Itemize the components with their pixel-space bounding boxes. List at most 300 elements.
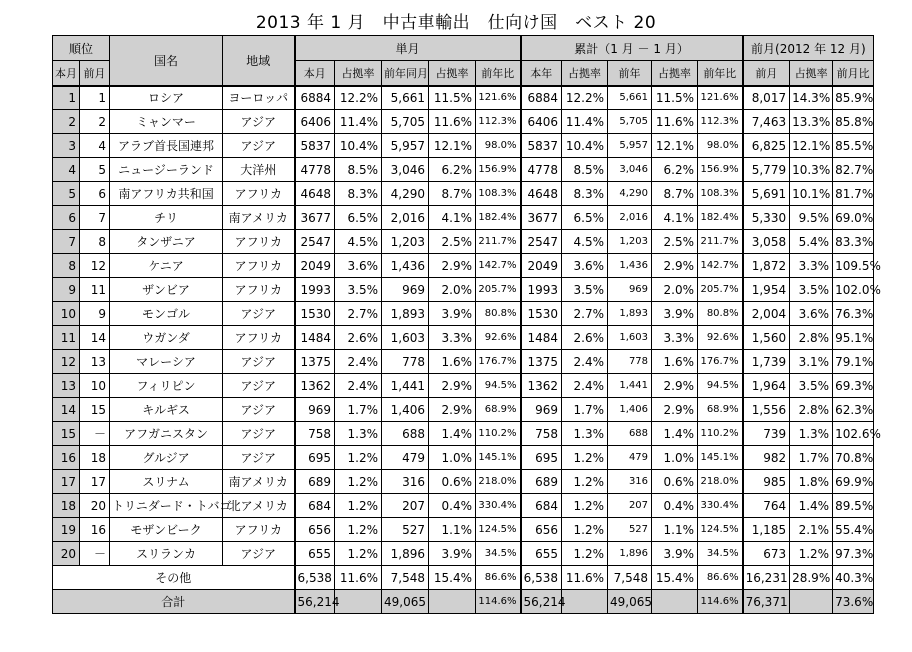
header-cum-yoy: 前年比 (698, 61, 743, 86)
cell-month-prev-year: 1,203 (382, 230, 429, 254)
total-value: 114.6% (698, 590, 743, 614)
cell-cum-share: 6.5% (562, 206, 608, 230)
cell-cum-yoy: 330.4% (698, 494, 743, 518)
cell-cum-prev-share: 2.0% (652, 278, 698, 302)
cell-prev-month-count: 1,185 (743, 518, 790, 542)
cell-country: ミャンマー (110, 110, 223, 134)
cell-cum-prev: 1,896 (608, 542, 652, 566)
cell-prev-rank: 11 (80, 278, 110, 302)
cell-month-prev-year: 1,603 (382, 326, 429, 350)
cell-prev-month-count: 1,954 (743, 278, 790, 302)
cell-cum-yoy: 92.6% (698, 326, 743, 350)
cell-prev-rank: 7 (80, 206, 110, 230)
cell-prev-month-ratio: 81.7% (833, 182, 874, 206)
cell-prev-month-ratio: 97.3% (833, 542, 874, 566)
cell-cum-yoy: 145.1% (698, 446, 743, 470)
table-row (53, 518, 874, 542)
cell-cum-share: 2.7% (562, 302, 608, 326)
cell-prev-rank: 6 (80, 182, 110, 206)
cell-month-share: 3.5% (335, 278, 382, 302)
cell-country: ロシア (110, 86, 223, 110)
cell-prev-month-ratio: 79.1% (833, 350, 874, 374)
cell-cum-prev-share: 2.9% (652, 398, 698, 422)
table-row (53, 350, 874, 374)
cell-prev-month-count: 764 (743, 494, 790, 518)
cell-cum-share: 4.5% (562, 230, 608, 254)
cell-prev-month-ratio: 83.3% (833, 230, 874, 254)
export-ranking-table (52, 35, 881, 614)
total-value (429, 590, 476, 614)
cell-cum-share: 2.4% (562, 350, 608, 374)
cell-month-count: 6406 (295, 110, 335, 134)
cell-cum-prev: 2,016 (608, 206, 652, 230)
cell-month-yoy: 182.4% (476, 206, 521, 230)
cell-month-share: 1.7% (335, 398, 382, 422)
cell-region: アフリカ (223, 230, 295, 254)
cell-month-share: 1.2% (335, 494, 382, 518)
cell-cum-prev-share: 3.9% (652, 302, 698, 326)
cell-cum-share: 1.2% (562, 518, 608, 542)
cell-prev-month-share: 1.4% (790, 494, 833, 518)
cell-month-count: 684 (295, 494, 335, 518)
cell-prev-rank: 18 (80, 446, 110, 470)
cell-country: モンゴル (110, 302, 223, 326)
cell-month-prev-share: 1.6% (429, 350, 476, 374)
header-rank-this-month: 本月 (53, 61, 80, 86)
table-row (53, 542, 874, 566)
other-value: 15.4% (429, 566, 476, 590)
cell-month-share: 1.2% (335, 446, 382, 470)
cell-cum-prev: 1,441 (608, 374, 652, 398)
header-month-share: 占拠率 (335, 61, 382, 86)
cell-prev-rank: 15 (80, 398, 110, 422)
other-value: 11.6% (335, 566, 382, 590)
cell-month-prev-year: 4,290 (382, 182, 429, 206)
cell-month-prev-year: 2,016 (382, 206, 429, 230)
cell-region: アフリカ (223, 278, 295, 302)
cell-month-yoy: 108.3% (476, 182, 521, 206)
header-cum-prev: 前年 (608, 61, 652, 86)
other-value: 15.4% (652, 566, 698, 590)
cell-month-share: 1.3% (335, 422, 382, 446)
cell-cum-share: 2.4% (562, 374, 608, 398)
cell-cum-share: 1.2% (562, 494, 608, 518)
cell-prev-month-count: 982 (743, 446, 790, 470)
cell-prev-rank: － (80, 422, 110, 446)
cell-prev-month-share: 13.3% (790, 110, 833, 134)
cell-prev-rank: 13 (80, 350, 110, 374)
cell-cum-prev: 1,893 (608, 302, 652, 326)
cell-cum-share: 1.2% (562, 470, 608, 494)
table-row (53, 398, 874, 422)
cell-cum-prev: 688 (608, 422, 652, 446)
total-value (562, 590, 608, 614)
cell-prev-month-ratio: 76.3% (833, 302, 874, 326)
cell-country: アラブ首長国連邦 (110, 134, 223, 158)
cell-prev-month-share: 12.1% (790, 134, 833, 158)
total-label: 合計 (53, 590, 295, 614)
cell-prev-month-share: 3.5% (790, 374, 833, 398)
cell-month-count: 6884 (295, 86, 335, 110)
cell-region: アジア (223, 302, 295, 326)
cell-prev-month-count: 1,964 (743, 374, 790, 398)
cell-rank: 14 (53, 398, 80, 422)
cell-cum-count: 758 (521, 422, 562, 446)
cell-rank: 11 (53, 326, 80, 350)
cell-prev-month-ratio: 69.0% (833, 206, 874, 230)
cell-cum-share: 1.2% (562, 446, 608, 470)
cell-cum-prev: 969 (608, 278, 652, 302)
cell-month-yoy: 94.5% (476, 374, 521, 398)
cell-month-prev-year: 778 (382, 350, 429, 374)
cell-cum-share: 8.3% (562, 182, 608, 206)
table-row (53, 86, 874, 110)
page-title: 2013 年 1 月 中古車輸出 仕向け国 ベスト 20 (255, 13, 657, 33)
cell-cum-prev-share: 11.6% (652, 110, 698, 134)
cell-cum-prev-share: 0.4% (652, 494, 698, 518)
cell-month-count: 969 (295, 398, 335, 422)
header-cum-this: 本年 (521, 61, 562, 86)
table-row (53, 230, 874, 254)
cell-rank: 1 (53, 86, 80, 110)
cell-cum-prev: 316 (608, 470, 652, 494)
cell-prev-rank: 12 (80, 254, 110, 278)
cell-region: アフリカ (223, 518, 295, 542)
cell-country: 南アフリカ共和国 (110, 182, 223, 206)
cell-month-prev-year: 5,661 (382, 86, 429, 110)
cell-month-share: 1.2% (335, 518, 382, 542)
cell-rank: 20 (53, 542, 80, 566)
cell-rank: 13 (53, 374, 80, 398)
cell-cum-prev: 4,290 (608, 182, 652, 206)
cell-rank: 19 (53, 518, 80, 542)
cell-region: アジア (223, 446, 295, 470)
cell-prev-month-count: 1,560 (743, 326, 790, 350)
table-row (53, 134, 874, 158)
cell-prev-month-share: 2.8% (790, 326, 833, 350)
cell-month-yoy: 112.3% (476, 110, 521, 134)
cell-prev-month-share: 1.8% (790, 470, 833, 494)
cell-prev-month-share: 3.3% (790, 254, 833, 278)
cell-prev-rank: 2 (80, 110, 110, 134)
cell-cum-yoy: 108.3% (698, 182, 743, 206)
header-prev-share: 占拠率 (790, 61, 833, 86)
cell-month-count: 2547 (295, 230, 335, 254)
cell-prev-rank: 10 (80, 374, 110, 398)
cell-month-yoy: 98.0% (476, 134, 521, 158)
cell-month-prev-share: 2.9% (429, 374, 476, 398)
cell-cum-prev-share: 3.3% (652, 326, 698, 350)
cell-month-share: 12.2% (335, 86, 382, 110)
cell-region: アジア (223, 350, 295, 374)
cell-month-prev-share: 1.0% (429, 446, 476, 470)
cell-month-prev-share: 3.3% (429, 326, 476, 350)
cell-month-prev-share: 11.5% (429, 86, 476, 110)
cell-cum-count: 969 (521, 398, 562, 422)
cell-region: 南アメリカ (223, 470, 295, 494)
cell-month-prev-share: 11.6% (429, 110, 476, 134)
cell-prev-month-count: 1,556 (743, 398, 790, 422)
cell-prev-month-ratio: 62.3% (833, 398, 874, 422)
cell-month-prev-share: 0.6% (429, 470, 476, 494)
cell-cum-count: 2049 (521, 254, 562, 278)
cell-cum-count: 689 (521, 470, 562, 494)
cell-rank: 4 (53, 158, 80, 182)
header-country: 国名 (110, 36, 223, 86)
cell-country: チリ (110, 206, 223, 230)
cell-month-prev-year: 1,406 (382, 398, 429, 422)
cell-cum-prev-share: 12.1% (652, 134, 698, 158)
cell-region: 北アメリカ (223, 494, 295, 518)
cell-month-share: 8.5% (335, 158, 382, 182)
cell-month-prev-share: 2.5% (429, 230, 476, 254)
cell-country: キルギス (110, 398, 223, 422)
other-value: 16,231 (743, 566, 790, 590)
cell-cum-prev-share: 11.5% (652, 86, 698, 110)
cell-prev-month-count: 1,872 (743, 254, 790, 278)
cell-month-yoy: 34.5% (476, 542, 521, 566)
header-month-share2: 占拠率 (429, 61, 476, 86)
header-month-this: 本月 (295, 61, 335, 86)
cell-prev-rank: 4 (80, 134, 110, 158)
cell-month-prev-share: 2.9% (429, 254, 476, 278)
cell-cum-count: 684 (521, 494, 562, 518)
cell-prev-rank: 5 (80, 158, 110, 182)
cell-region: アジア (223, 374, 295, 398)
cell-cum-prev-share: 2.9% (652, 374, 698, 398)
cell-region: 南アメリカ (223, 206, 295, 230)
cell-month-yoy: 145.1% (476, 446, 521, 470)
total-value: 114.6% (476, 590, 521, 614)
cell-month-prev-share: 3.9% (429, 302, 476, 326)
cell-cum-count: 656 (521, 518, 562, 542)
cell-cum-share: 10.4% (562, 134, 608, 158)
cell-prev-month-ratio: 85.8% (833, 110, 874, 134)
cell-cum-prev: 3,046 (608, 158, 652, 182)
cell-month-count: 1362 (295, 374, 335, 398)
total-value: 49,065 (382, 590, 429, 614)
cell-cum-prev-share: 1.6% (652, 350, 698, 374)
cell-cum-count: 695 (521, 446, 562, 470)
cell-cum-yoy: 121.6% (698, 86, 743, 110)
cell-month-prev-year: 479 (382, 446, 429, 470)
header-region: 地域 (223, 36, 295, 86)
cell-rank: 3 (53, 134, 80, 158)
table-row (53, 470, 874, 494)
cell-cum-count: 6406 (521, 110, 562, 134)
cell-cum-share: 1.3% (562, 422, 608, 446)
cell-month-prev-year: 688 (382, 422, 429, 446)
other-value: 11.6% (562, 566, 608, 590)
cell-prev-month-share: 3.6% (790, 302, 833, 326)
cell-cum-count: 655 (521, 542, 562, 566)
cell-prev-month-share: 2.1% (790, 518, 833, 542)
cell-cum-prev: 479 (608, 446, 652, 470)
cell-cum-prev: 1,406 (608, 398, 652, 422)
cell-month-share: 1.2% (335, 470, 382, 494)
cell-cum-share: 2.6% (562, 326, 608, 350)
cell-cum-yoy: 156.9% (698, 158, 743, 182)
cell-cum-yoy: 68.9% (698, 398, 743, 422)
other-value: 6,538 (295, 566, 335, 590)
cell-cum-prev: 1,203 (608, 230, 652, 254)
cell-cum-yoy: 98.0% (698, 134, 743, 158)
cell-cum-yoy: 112.3% (698, 110, 743, 134)
cell-month-yoy: 68.9% (476, 398, 521, 422)
other-value: 86.6% (698, 566, 743, 590)
cell-country: モザンビーク (110, 518, 223, 542)
cell-prev-month-ratio: 109.5% (833, 254, 874, 278)
cell-cum-yoy: 142.7% (698, 254, 743, 278)
cell-region: アフリカ (223, 326, 295, 350)
cell-prev-month-share: 14.3% (790, 86, 833, 110)
cell-month-count: 3677 (295, 206, 335, 230)
total-value: 49,065 (608, 590, 652, 614)
cell-cum-count: 4778 (521, 158, 562, 182)
other-row (53, 566, 874, 590)
cell-month-prev-year: 1,436 (382, 254, 429, 278)
cell-prev-month-ratio: 102.6% (833, 422, 874, 446)
cell-cum-prev-share: 1.1% (652, 518, 698, 542)
table-row (53, 158, 874, 182)
cell-cum-count: 4648 (521, 182, 562, 206)
table-row (53, 278, 874, 302)
total-value: 56,214 (521, 590, 562, 614)
cell-country: スリランカ (110, 542, 223, 566)
cell-rank: 16 (53, 446, 80, 470)
cell-month-prev-share: 1.4% (429, 422, 476, 446)
cell-cum-yoy: 218.0% (698, 470, 743, 494)
cell-rank: 10 (53, 302, 80, 326)
cell-month-count: 1484 (295, 326, 335, 350)
header-prev-count: 前月 (743, 61, 790, 86)
cell-cum-prev-share: 3.9% (652, 542, 698, 566)
cell-month-yoy: 142.7% (476, 254, 521, 278)
table-row (53, 302, 874, 326)
cell-cum-prev-share: 2.9% (652, 254, 698, 278)
cell-month-prev-year: 3,046 (382, 158, 429, 182)
table-row (53, 110, 874, 134)
cell-region: アフリカ (223, 182, 295, 206)
cell-cum-count: 6884 (521, 86, 562, 110)
cell-month-count: 2049 (295, 254, 335, 278)
cell-month-share: 10.4% (335, 134, 382, 158)
other-value: 7,548 (608, 566, 652, 590)
cell-month-yoy: 330.4% (476, 494, 521, 518)
other-label: その他 (53, 566, 295, 590)
cell-month-yoy: 176.7% (476, 350, 521, 374)
cell-region: アジア (223, 542, 295, 566)
other-value: 40.3% (833, 566, 874, 590)
cell-prev-month-share: 1.7% (790, 446, 833, 470)
cell-country: フィリピン (110, 374, 223, 398)
cell-month-prev-share: 4.1% (429, 206, 476, 230)
cell-cum-prev-share: 8.7% (652, 182, 698, 206)
cell-month-share: 6.5% (335, 206, 382, 230)
cell-country: ニュージーランド (110, 158, 223, 182)
cell-prev-month-ratio: 82.7% (833, 158, 874, 182)
cell-prev-month-share: 9.5% (790, 206, 833, 230)
cell-prev-month-ratio: 85.5% (833, 134, 874, 158)
cell-prev-month-count: 5,691 (743, 182, 790, 206)
cell-prev-rank: 17 (80, 470, 110, 494)
cell-country: ザンビア (110, 278, 223, 302)
cell-prev-month-count: 7,463 (743, 110, 790, 134)
table-row (53, 374, 874, 398)
cell-cum-share: 8.5% (562, 158, 608, 182)
cell-prev-month-share: 2.8% (790, 398, 833, 422)
cell-cum-share: 3.6% (562, 254, 608, 278)
cell-month-yoy: 124.5% (476, 518, 521, 542)
table-row (53, 254, 874, 278)
cell-month-count: 4648 (295, 182, 335, 206)
cell-month-yoy: 121.6% (476, 86, 521, 110)
table-row (53, 206, 874, 230)
cell-cum-prev-share: 6.2% (652, 158, 698, 182)
cell-month-prev-year: 1,896 (382, 542, 429, 566)
cell-cum-count: 1993 (521, 278, 562, 302)
total-value: 56,214 (295, 590, 335, 614)
cell-cum-share: 1.2% (562, 542, 608, 566)
cell-prev-rank: 16 (80, 518, 110, 542)
cell-prev-month-share: 10.1% (790, 182, 833, 206)
header-single-month: 単月 (295, 36, 521, 61)
cell-prev-month-share: 3.1% (790, 350, 833, 374)
header-cumulative: 累計（1 月 － 1 月） (521, 36, 743, 61)
cell-country: アフガニスタン (110, 422, 223, 446)
cell-cum-prev-share: 1.4% (652, 422, 698, 446)
header-cum-share2: 占拠率 (652, 61, 698, 86)
cell-month-count: 655 (295, 542, 335, 566)
cell-cum-count: 1530 (521, 302, 562, 326)
cell-month-yoy: 211.7% (476, 230, 521, 254)
cell-prev-month-count: 6,825 (743, 134, 790, 158)
cell-cum-count: 5837 (521, 134, 562, 158)
cell-month-count: 656 (295, 518, 335, 542)
cell-rank: 15 (53, 422, 80, 446)
cell-rank: 8 (53, 254, 80, 278)
cell-prev-month-count: 5,330 (743, 206, 790, 230)
cell-month-prev-year: 5,705 (382, 110, 429, 134)
cell-prev-rank: 9 (80, 302, 110, 326)
cell-month-yoy: 92.6% (476, 326, 521, 350)
cell-prev-month-share: 10.3% (790, 158, 833, 182)
other-value: 86.6% (476, 566, 521, 590)
cell-rank: 6 (53, 206, 80, 230)
cell-month-share: 8.3% (335, 182, 382, 206)
cell-prev-month-share: 1.2% (790, 542, 833, 566)
cell-cum-yoy: 34.5% (698, 542, 743, 566)
cell-region: ヨーロッパ (223, 86, 295, 110)
cell-rank: 17 (53, 470, 80, 494)
table-row (53, 494, 874, 518)
header-month-prev-year: 前年同月 (382, 61, 429, 86)
cell-prev-month-count: 5,779 (743, 158, 790, 182)
header-month-yoy: 前年比 (476, 61, 521, 86)
total-value (335, 590, 382, 614)
cell-month-prev-year: 1,893 (382, 302, 429, 326)
cell-cum-count: 1375 (521, 350, 562, 374)
cell-region: アフリカ (223, 254, 295, 278)
table-body (53, 86, 881, 614)
cell-cum-share: 12.2% (562, 86, 608, 110)
other-value: 7,548 (382, 566, 429, 590)
header-previous-month: 前月(2012 年 12 月) (743, 36, 874, 61)
header-rank: 順位 (53, 36, 110, 61)
cell-prev-month-ratio: 102.0% (833, 278, 874, 302)
cell-rank: 5 (53, 182, 80, 206)
cell-cum-yoy: 124.5% (698, 518, 743, 542)
